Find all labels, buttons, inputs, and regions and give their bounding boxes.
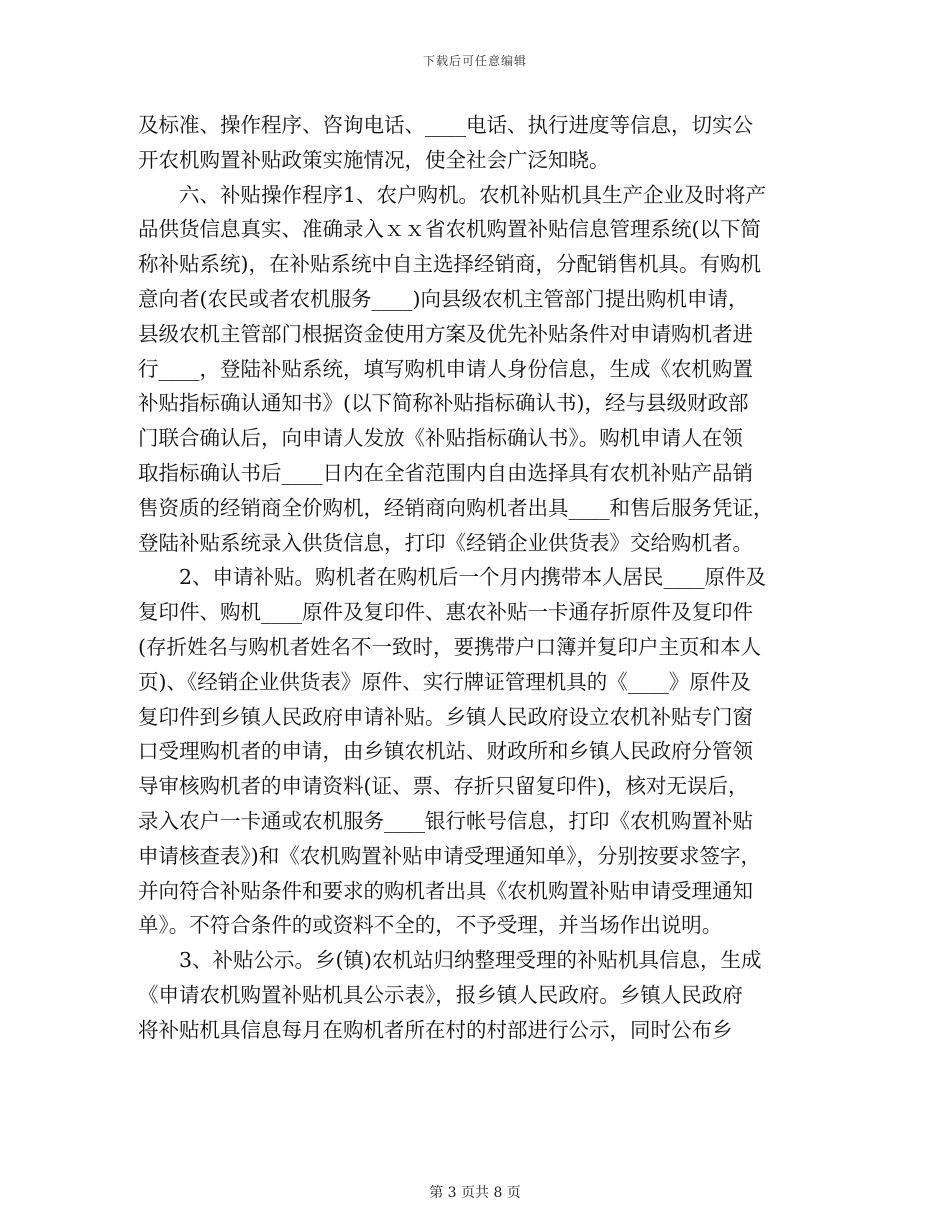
document-body — [138, 108, 818, 1048]
text-line: 复印件到乡镇人民政府申请补贴。乡镇人民政府设立农机补贴专门窗 — [138, 704, 753, 729]
text-line: 售资质的经销商全价购机，经销商向购机者出具____和售后服务凭证， — [138, 495, 774, 520]
text-line: 2、申请补贴。购机者在购机后一个月内携带本人居民____原件及 — [138, 565, 767, 590]
text-line: 县级农机主管部门根据资金使用方案及优先补贴条件对申请购机者进 — [138, 321, 753, 346]
text-line: 页)、《经销企业供货表》原件、实行牌证管理机具的《____》原件及 — [138, 669, 751, 694]
text-line: 将补贴机具信息每月在购机者所在村的村部进行公示，同时公布乡 — [138, 1017, 733, 1042]
text-line: 口受理购机者的申请，由乡镇农机站、财政所和乡镇人民政府分管领 — [138, 739, 753, 764]
text-line: 取指标确认书后____日内在全省范围内自由选择具有农机补贴产品销 — [138, 460, 753, 485]
text-line: 及标准、操作程序、咨询电话、____电话、执行进度等信息，切实公 — [138, 113, 753, 137]
text-line: (存折姓名与购机者姓名不一致时，要携带户口簿并复印户主页和本人 — [138, 634, 761, 659]
text-line: 复印件、购机____原件及复印件、惠农补贴一卡通存折原件及复印件 — [138, 600, 753, 625]
text-line: 3、补贴公示。乡(镇)农机站归纳整理受理的补贴机具信息，生成 — [138, 948, 762, 973]
text-line: 称补贴系统)，在补贴系统中自主选择经销商，分配销售机具。有购机 — [138, 252, 761, 277]
text-line: 登陆补贴系统录入供货信息，打印《经销企业供货表》交给购机者。 — [138, 530, 753, 555]
text-line: 《申请农机购置补贴机具公示表》，报乡镇人民政府。乡镇人民政府 — [138, 982, 743, 1007]
text-line: 门联合确认后，向申请人发放《补贴指标确认书》。购机申请人在领 — [138, 426, 743, 451]
text-line: 六、补贴操作程序1、农户购机。农机补贴机具生产企业及时将产 — [138, 182, 767, 207]
text-line: 导审核购机者的申请资料(证、票、存折只留复印件)，核对无误后， — [138, 774, 749, 799]
text-line: 行____，登陆补贴系统，填写购机申请人身份信息，生成《农机购置 — [138, 356, 753, 381]
text-line: 品供货信息真实、准确录入ｘｘ省农机购置补贴信息管理系统(以下简 — [138, 217, 761, 242]
text-line: 补贴指标确认通知书》(以下简称补贴指标确认书)，经与县级财政部 — [138, 391, 749, 416]
page-header: 下载后可任意编辑 — [422, 54, 527, 68]
page-footer: 第 3 页共 8 页 — [429, 1185, 521, 1201]
text-line: 申请核查表》)和《农机购置补贴申请受理通知单》，分别按要求签字， — [138, 843, 761, 868]
text-line: 开农机购置补贴政策实施情况，使全社会广泛知晓。 — [138, 147, 610, 172]
text-line: 并向符合补贴条件和要求的购机者出具《农机购置补贴申请受理通知 — [138, 878, 753, 903]
text-line: 意向者(农民或者农机服务____)向县级农机主管部门提出购机申请， — [138, 286, 749, 311]
text-line: 单》。不符合条件的或资料不全的，不予受理，并当场作出说明。 — [138, 913, 723, 938]
text-line: 录入农户一卡通或农机服务____银行帐号信息，打印《农机购置补贴 — [138, 808, 753, 833]
